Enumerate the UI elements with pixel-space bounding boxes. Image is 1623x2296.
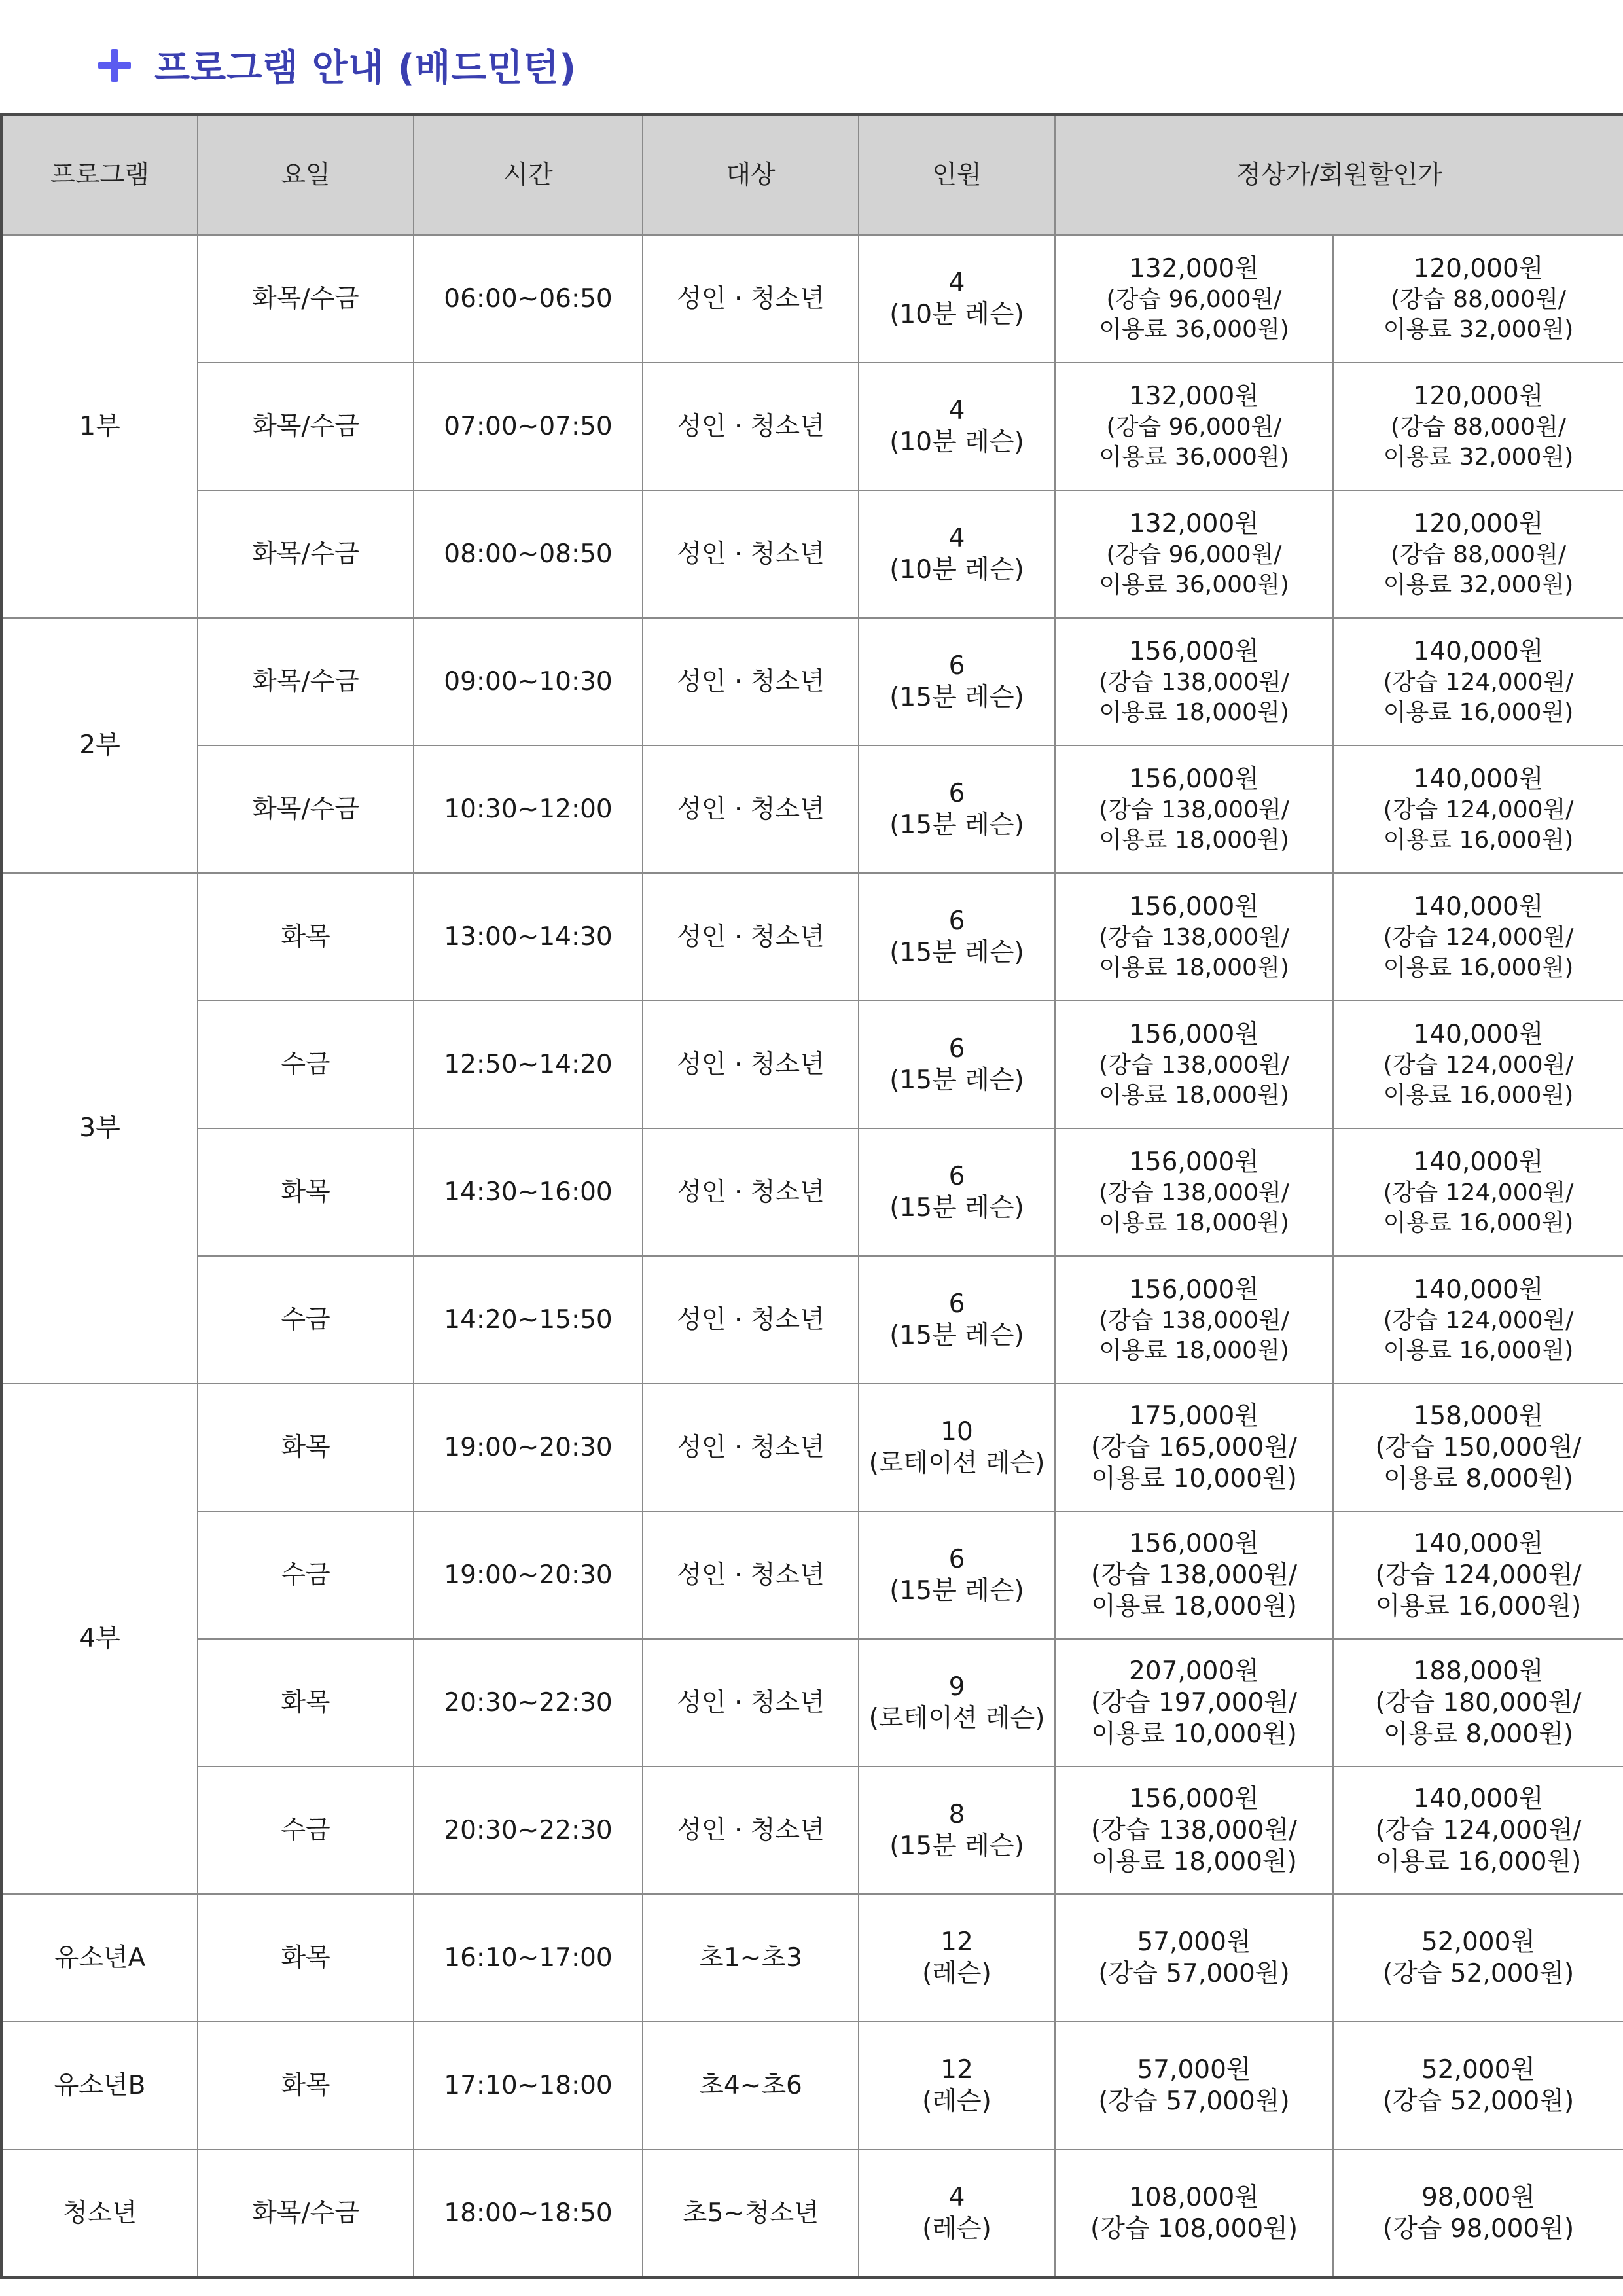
day-cell: 화목/수금: [198, 2149, 414, 2278]
header-time: 시간: [414, 115, 643, 235]
capacity-count: 6: [948, 1161, 965, 1191]
plus-icon: [98, 49, 131, 82]
table-header-row: [1, 115, 1623, 235]
member-lesson-fee: (강습 52,000원): [1382, 1958, 1575, 1988]
member-lesson-fee: (강습 124,000원/: [1383, 1179, 1574, 1206]
regular-lesson-fee: (강습 138,000원/: [1099, 796, 1289, 823]
time-cell: 16:10~17:00: [414, 1894, 643, 2022]
table-row: [1, 2022, 1623, 2149]
header-day: 요일: [198, 115, 414, 235]
regular-lesson-fee: (강습 138,000원/: [1099, 1051, 1289, 1079]
member-usage-fee: 이용료 16,000원): [1375, 1846, 1582, 1876]
target-cell: 성인 · 청소년: [643, 363, 859, 490]
capacity-cell: [859, 1256, 1055, 1384]
regular-price: 156,000원: [1129, 764, 1259, 794]
table-row: [1, 1511, 1623, 1639]
member-price-cell: [1333, 2022, 1623, 2149]
capacity-note: (로테이션 레슨): [868, 1448, 1045, 1478]
program-cell: 유소년A: [1, 1894, 198, 2022]
regular-usage-fee: 이용료 18,000원): [1099, 826, 1289, 853]
regular-lesson-fee: (강습 96,000원/: [1106, 413, 1282, 440]
regular-lesson-fee: (강습 138,000원/: [1099, 668, 1289, 696]
table-row: [1, 490, 1623, 618]
table-row: [1, 1256, 1623, 1384]
day-cell: 수금: [198, 1256, 414, 1384]
member-price: 158,000원: [1413, 1401, 1544, 1431]
target-cell: 성인 · 청소년: [643, 1767, 859, 1894]
member-usage-fee: 이용료 32,000원): [1383, 571, 1574, 598]
regular-price: 156,000원: [1129, 636, 1259, 666]
day-cell: 화목: [198, 1384, 414, 1511]
regular-usage-fee: 이용료 18,000원): [1099, 698, 1289, 726]
day-cell: 화목/수금: [198, 490, 414, 618]
regular-price: 156,000원: [1129, 1528, 1259, 1558]
regular-usage-fee: 이용료 18,000원): [1099, 1081, 1289, 1109]
capacity-note: (15분 레슨): [889, 1320, 1024, 1350]
target-cell: 성인 · 청소년: [643, 235, 859, 363]
day-cell: 화목: [198, 2022, 414, 2149]
member-price: 52,000원: [1421, 1927, 1536, 1957]
regular-price: 57,000원: [1137, 1927, 1251, 1957]
member-usage-fee: 이용료 16,000원): [1375, 1591, 1582, 1621]
regular-price-cell: [1055, 1384, 1333, 1511]
title-bar: [98, 33, 577, 98]
program-cell: 3부: [1, 873, 198, 1384]
member-price: 140,000원: [1413, 1147, 1544, 1177]
capacity-cell: [859, 1894, 1055, 2022]
day-cell: 화목: [198, 1894, 414, 2022]
regular-price-cell: [1055, 1894, 1333, 2022]
time-cell: 14:30~16:00: [414, 1128, 643, 1256]
regular-usage-fee: 이용료 36,000원): [1099, 571, 1289, 598]
member-lesson-fee: (강습 124,000원/: [1383, 924, 1574, 951]
member-price-cell: [1333, 490, 1623, 618]
target-cell: 성인 · 청소년: [643, 1639, 859, 1767]
table-row: [1, 1767, 1623, 1894]
member-usage-fee: 이용료 8,000원): [1383, 1719, 1573, 1749]
time-cell: 07:00~07:50: [414, 363, 643, 490]
regular-price-cell: [1055, 1511, 1333, 1639]
time-cell: 20:30~22:30: [414, 1767, 643, 1894]
target-cell: 성인 · 청소년: [643, 745, 859, 873]
member-price: 140,000원: [1413, 891, 1544, 922]
capacity-cell: [859, 490, 1055, 618]
target-cell: 성인 · 청소년: [643, 1128, 859, 1256]
program-table: [0, 113, 1623, 2279]
regular-usage-fee: 이용료 18,000원): [1099, 1336, 1289, 1364]
regular-lesson-fee: (강습 138,000원/: [1099, 1306, 1289, 1334]
time-cell: 13:00~14:30: [414, 873, 643, 1001]
regular-price-cell: [1055, 1001, 1333, 1128]
capacity-note: (15분 레슨): [889, 1575, 1024, 1605]
time-cell: 18:00~18:50: [414, 2149, 643, 2278]
capacity-cell: [859, 745, 1055, 873]
capacity-cell: [859, 363, 1055, 490]
member-usage-fee: 이용료 16,000원): [1383, 1081, 1574, 1109]
capacity-note: (15분 레슨): [889, 1193, 1024, 1223]
capacity-cell: [859, 618, 1055, 745]
member-price-cell: [1333, 1384, 1623, 1511]
day-cell: 화목/수금: [198, 235, 414, 363]
capacity-note: (10분 레슨): [889, 554, 1024, 584]
table-row: [1, 1384, 1623, 1511]
table-row: [1, 2149, 1623, 2278]
time-cell: 12:50~14:20: [414, 1001, 643, 1128]
regular-usage-fee: 이용료 10,000원): [1091, 1463, 1297, 1494]
regular-price-cell: [1055, 1767, 1333, 1894]
regular-usage-fee: 이용료 36,000원): [1099, 443, 1289, 471]
capacity-count: 6: [948, 1033, 965, 1064]
member-lesson-fee: (강습 124,000원/: [1383, 796, 1574, 823]
regular-price: 132,000원: [1129, 253, 1259, 283]
capacity-note: (로테이션 레슨): [868, 1703, 1045, 1733]
day-cell: 수금: [198, 1001, 414, 1128]
regular-lesson-fee: (강습 197,000원/: [1090, 1687, 1298, 1717]
regular-usage-fee: 이용료 36,000원): [1099, 315, 1289, 343]
capacity-cell: [859, 1767, 1055, 1894]
day-cell: 화목: [198, 1128, 414, 1256]
member-price-cell: [1333, 1001, 1623, 1128]
capacity-count: 6: [948, 651, 965, 681]
table-row: [1, 1001, 1623, 1128]
table-row: [1, 1894, 1623, 2022]
time-cell: 14:20~15:50: [414, 1256, 643, 1384]
member-price-cell: [1333, 1894, 1623, 2022]
regular-price-cell: [1055, 618, 1333, 745]
table-row: [1, 1639, 1623, 1767]
regular-price-cell: [1055, 490, 1333, 618]
regular-lesson-fee: (강습 165,000원/: [1090, 1432, 1298, 1462]
regular-usage-fee: 이용료 18,000원): [1091, 1846, 1297, 1876]
member-lesson-fee: (강습 180,000원/: [1375, 1687, 1582, 1717]
member-price: 140,000원: [1413, 764, 1544, 794]
capacity-note: (10분 레슨): [889, 427, 1024, 457]
member-price: 120,000원: [1413, 253, 1544, 283]
header-target: 대상: [643, 115, 859, 235]
capacity-cell: [859, 1384, 1055, 1511]
member-price: 98,000원: [1421, 2182, 1536, 2212]
capacity-count: 6: [948, 906, 965, 936]
member-lesson-fee: (강습 52,000원): [1382, 2086, 1575, 2116]
regular-price: 156,000원: [1129, 1019, 1259, 1049]
program-cell: 2부: [1, 618, 198, 873]
member-lesson-fee: (강습 124,000원/: [1383, 1306, 1574, 1334]
target-cell: 성인 · 청소년: [643, 1511, 859, 1639]
target-cell: 성인 · 청소년: [643, 618, 859, 745]
table-row: [1, 745, 1623, 873]
regular-lesson-fee: (강습 57,000원): [1098, 1958, 1290, 1988]
capacity-cell: [859, 235, 1055, 363]
target-cell: 성인 · 청소년: [643, 1256, 859, 1384]
program-cell: 4부: [1, 1384, 198, 1894]
target-cell: 성인 · 청소년: [643, 1384, 859, 1511]
member-price-cell: [1333, 235, 1623, 363]
regular-price-cell: [1055, 2149, 1333, 2278]
time-cell: 08:00~08:50: [414, 490, 643, 618]
member-price: 120,000원: [1413, 381, 1544, 411]
capacity-note: (15분 레슨): [889, 682, 1024, 712]
target-cell: 성인 · 청소년: [643, 873, 859, 1001]
member-price-cell: [1333, 1511, 1623, 1639]
capacity-note: (15분 레슨): [889, 1831, 1024, 1861]
member-usage-fee: 이용료 16,000원): [1383, 826, 1574, 853]
regular-price-cell: [1055, 1639, 1333, 1767]
capacity-cell: [859, 1639, 1055, 1767]
capacity-note: (15분 레슨): [889, 937, 1024, 967]
capacity-note: (레슨): [922, 2086, 991, 2116]
capacity-count: 4: [948, 268, 965, 298]
regular-lesson-fee: (강습 57,000원): [1098, 2086, 1290, 2116]
regular-price-cell: [1055, 2022, 1333, 2149]
time-cell: 17:10~18:00: [414, 2022, 643, 2149]
table-row: [1, 618, 1623, 745]
member-usage-fee: 이용료 16,000원): [1383, 954, 1574, 981]
capacity-count: 10: [940, 1416, 973, 1446]
regular-price-cell: [1055, 1256, 1333, 1384]
capacity-cell: [859, 873, 1055, 1001]
target-cell: 초5~청소년: [643, 2149, 859, 2278]
time-cell: 09:00~10:30: [414, 618, 643, 745]
regular-price: 132,000원: [1129, 381, 1259, 411]
regular-lesson-fee: (강습 138,000원/: [1090, 1815, 1298, 1845]
regular-price: 57,000원: [1137, 2054, 1251, 2085]
regular-price: 108,000원: [1129, 2182, 1259, 2212]
table-row: [1, 363, 1623, 490]
regular-lesson-fee: (강습 96,000원/: [1106, 285, 1282, 313]
regular-lesson-fee: (강습 138,000원/: [1099, 1179, 1289, 1206]
regular-lesson-fee: (강습 96,000원/: [1106, 541, 1282, 568]
target-cell: 초4~초6: [643, 2022, 859, 2149]
capacity-count: 6: [948, 1289, 965, 1319]
regular-price: 175,000원: [1129, 1401, 1259, 1431]
member-price-cell: [1333, 1256, 1623, 1384]
regular-price: 132,000원: [1129, 509, 1259, 539]
target-cell: 초1~초3: [643, 1894, 859, 2022]
regular-lesson-fee: (강습 138,000원/: [1099, 924, 1289, 951]
regular-price-cell: [1055, 745, 1333, 873]
capacity-note: (15분 레슨): [889, 810, 1024, 840]
program-cell: 1부: [1, 235, 198, 618]
capacity-count: 6: [948, 1544, 965, 1574]
capacity-count: 6: [948, 778, 965, 808]
table-row: [1, 235, 1623, 363]
regular-usage-fee: 이용료 10,000원): [1091, 1719, 1297, 1749]
regular-usage-fee: 이용료 18,000원): [1091, 1591, 1297, 1621]
time-cell: 06:00~06:50: [414, 235, 643, 363]
day-cell: 수금: [198, 1767, 414, 1894]
member-price-cell: [1333, 618, 1623, 745]
member-lesson-fee: (강습 124,000원/: [1383, 1051, 1574, 1079]
regular-price: 156,000원: [1129, 1147, 1259, 1177]
day-cell: 화목/수금: [198, 745, 414, 873]
member-lesson-fee: (강습 88,000원/: [1391, 413, 1566, 440]
member-price: 140,000원: [1413, 636, 1544, 666]
capacity-count: 12: [940, 2054, 973, 2085]
capacity-count: 12: [940, 1927, 973, 1957]
member-price-cell: [1333, 1639, 1623, 1767]
time-cell: 19:00~20:30: [414, 1511, 643, 1639]
member-price: 140,000원: [1413, 1784, 1544, 1814]
capacity-cell: [859, 1511, 1055, 1639]
capacity-count: 4: [948, 2182, 965, 2212]
capacity-note: (15분 레슨): [889, 1065, 1024, 1095]
member-price-cell: [1333, 2149, 1623, 2278]
member-price: 140,000원: [1413, 1019, 1544, 1049]
capacity-count: 9: [948, 1672, 965, 1702]
regular-price: 156,000원: [1129, 1274, 1259, 1304]
regular-price-cell: [1055, 235, 1333, 363]
day-cell: 화목: [198, 1639, 414, 1767]
time-cell: 20:30~22:30: [414, 1639, 643, 1767]
regular-usage-fee: 이용료 18,000원): [1099, 954, 1289, 981]
page-title: 프로그램 안내 (배드민턴): [154, 47, 577, 90]
capacity-cell: [859, 2022, 1055, 2149]
member-price-cell: [1333, 363, 1623, 490]
capacity-note: (10분 레슨): [889, 299, 1024, 329]
member-price: 52,000원: [1421, 2054, 1536, 2085]
header-program: 프로그램: [1, 115, 198, 235]
member-lesson-fee: (강습 124,000원/: [1375, 1560, 1582, 1590]
regular-price-cell: [1055, 873, 1333, 1001]
regular-price-cell: [1055, 1128, 1333, 1256]
member-price-cell: [1333, 873, 1623, 1001]
program-cell: 청소년: [1, 2149, 198, 2278]
member-lesson-fee: (강습 88,000원/: [1391, 285, 1566, 313]
regular-price-cell: [1055, 363, 1333, 490]
member-usage-fee: 이용료 16,000원): [1383, 698, 1574, 726]
header-price: 정상가/회원할인가: [1055, 115, 1623, 235]
member-price: 140,000원: [1413, 1528, 1544, 1558]
header-capacity: 인원: [859, 115, 1055, 235]
member-lesson-fee: (강습 98,000원): [1382, 2214, 1575, 2244]
member-usage-fee: 이용료 32,000원): [1383, 443, 1574, 471]
member-price: 120,000원: [1413, 509, 1544, 539]
regular-usage-fee: 이용료 18,000원): [1099, 1209, 1289, 1236]
regular-price: 207,000원: [1129, 1656, 1259, 1686]
member-lesson-fee: (강습 150,000원/: [1375, 1432, 1582, 1462]
table-row: [1, 1128, 1623, 1256]
target-cell: 성인 · 청소년: [643, 490, 859, 618]
member-usage-fee: 이용료 8,000원): [1383, 1463, 1573, 1494]
member-price-cell: [1333, 745, 1623, 873]
regular-lesson-fee: (강습 138,000원/: [1090, 1560, 1298, 1590]
capacity-count: 4: [948, 523, 965, 553]
regular-price: 156,000원: [1129, 891, 1259, 922]
capacity-count: 4: [948, 395, 965, 425]
member-price: 140,000원: [1413, 1274, 1544, 1304]
day-cell: 화목/수금: [198, 363, 414, 490]
regular-lesson-fee: (강습 108,000원): [1090, 2214, 1298, 2244]
capacity-note: (레슨): [922, 2214, 991, 2244]
member-price-cell: [1333, 1128, 1623, 1256]
regular-price: 156,000원: [1129, 1784, 1259, 1814]
table-row: [1, 873, 1623, 1001]
member-usage-fee: 이용료 16,000원): [1383, 1209, 1574, 1236]
capacity-count: 8: [948, 1799, 965, 1829]
day-cell: 화목/수금: [198, 618, 414, 745]
member-usage-fee: 이용료 32,000원): [1383, 315, 1574, 343]
capacity-cell: [859, 2149, 1055, 2278]
member-lesson-fee: (강습 88,000원/: [1391, 541, 1566, 568]
member-lesson-fee: (강습 124,000원/: [1383, 668, 1574, 696]
capacity-cell: [859, 1001, 1055, 1128]
time-cell: 10:30~12:00: [414, 745, 643, 873]
time-cell: 19:00~20:30: [414, 1384, 643, 1511]
member-lesson-fee: (강습 124,000원/: [1375, 1815, 1582, 1845]
member-price: 188,000원: [1413, 1656, 1544, 1686]
member-usage-fee: 이용료 16,000원): [1383, 1336, 1574, 1364]
capacity-note: (레슨): [922, 1958, 991, 1988]
program-cell: 유소년B: [1, 2022, 198, 2149]
target-cell: 성인 · 청소년: [643, 1001, 859, 1128]
member-price-cell: [1333, 1767, 1623, 1894]
capacity-cell: [859, 1128, 1055, 1256]
day-cell: 화목: [198, 873, 414, 1001]
day-cell: 수금: [198, 1511, 414, 1639]
